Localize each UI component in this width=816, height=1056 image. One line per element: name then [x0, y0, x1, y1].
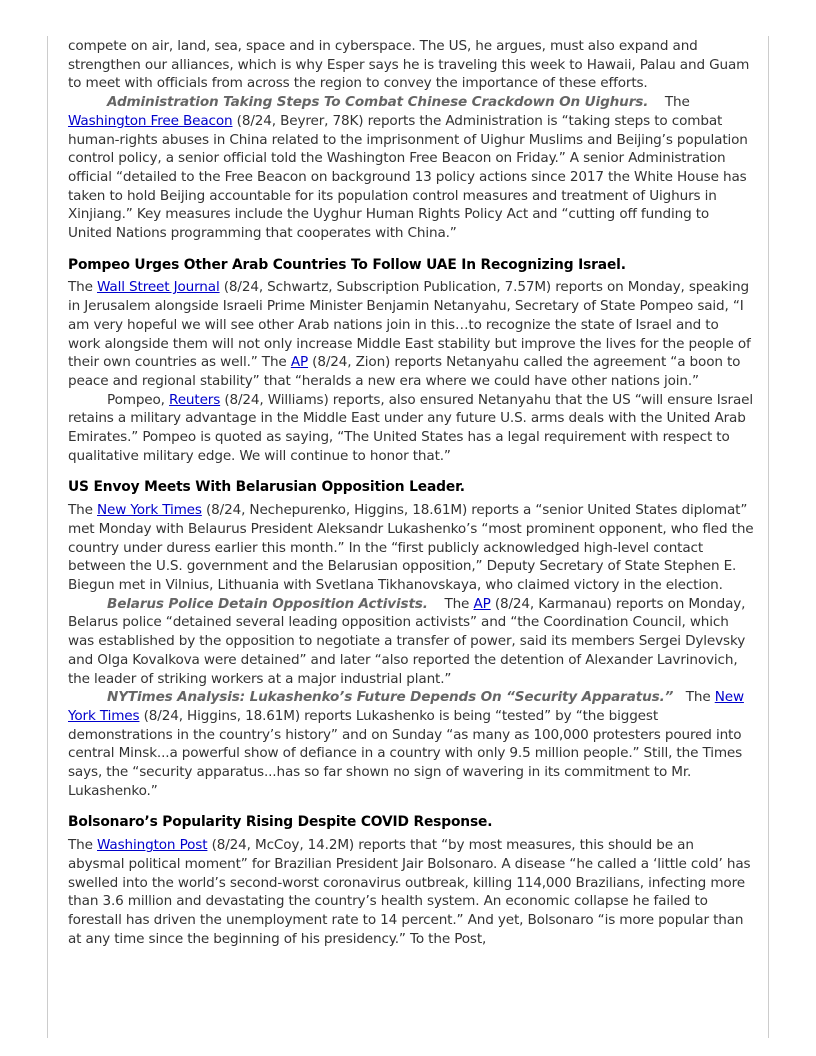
- right-margin-rule: [768, 36, 769, 1038]
- paragraph: Pompeo, Reuters (8/24, Williams) reports, also ensured Netanyahu that the US “will ensure Israel retains a military advantage in the Middle East under any future U.S. arms deals with the United Arab Emirates.” Pompeo is quoted as saying, “The United States has a legal requirement with respect to qualitative military edge. We will continue to honor that.”: [68, 391, 754, 464]
- subheading: Administration Taking Steps To Combat Chinese Crackdown On Uighurs.: [107, 94, 649, 111]
- source-link[interactable]: Washington Post: [97, 837, 208, 854]
- source-link[interactable]: AP: [473, 595, 491, 612]
- document-body: [68, 37, 754, 948]
- article-headline: Pompeo Urges Other Arab Countries To Follow UAE In Recognizing Israel.: [68, 256, 626, 273]
- source-link[interactable]: Washington Free Beacon: [68, 112, 233, 129]
- source-link[interactable]: Wall Street Journal: [97, 279, 220, 296]
- paragraph: The New York Times (8/24, Nechepurenko, Higgins, 18.61M) reports a “senior United States diplomat” met Monday with Belaurus President Aleksandr Lukashenko’s “most prominent opponent, who fled the country under duress earlier this month.” In the “first publicly acknowledged high-level contact between the U.S. government and the Belarusian opposition,” Deputy Secretary of State Stephen E. Biegun met in Vilnius, Lithuania with Svetlana Tikhanovskaya, who claimed victory in the election.: [68, 502, 754, 593]
- paragraph: The Wall Street Journal (8/24, Schwartz, Subscription Publication, 7.57M) reports on Monday, speaking in Jerusalem alongside Israeli Prime Minister Benjamin Netanyahu, Secretary of State Pompeo said, “I am very hopeful we will see other Arab nations join in this…to recognize the state of Israel and to work alongside them will not only increase Middle East stability but improve the lives for the people of their own countries as well.” The AP (8/24, Zion) reports Netanyahu called the agreement “a boon to peace and regional stability” that “heralds a new era where we could have other nations join.”: [68, 279, 751, 389]
- article-headline: US Envoy Meets With Belarusian Opposition Leader.: [68, 479, 465, 496]
- subheading: NYTimes Analysis: Lukashenko’s Future Depends On “Security Apparatus.”: [107, 689, 674, 706]
- subheading: Belarus Police Detain Opposition Activists.: [107, 595, 428, 612]
- paragraph: NYTimes Analysis: Lukashenko’s Future Depends On “Security Apparatus.” The New York Times (8/24, Higgins, 18.61M) reports Lukashenko is being “tested” by “the biggest demonstrations in the country’s history” and on Sunday “as many as 100,000 protesters poured into central Minsk...a powerful show of defiance in a country with only 9.5 million people.” Still, the Times says, the “security apparatus...has so far shown no sign of wavering in its commitment to Mr. Lukashenko.”: [68, 689, 744, 799]
- article-headline: Bolsonaro’s Popularity Rising Despite COVID Response.: [68, 814, 493, 831]
- source-link[interactable]: Reuters: [169, 391, 221, 408]
- paragraph: compete on air, land, sea, space and in cyberspace. The US, he argues, must also expand and strengthen our alliances, which is why Esper says he is traveling this week to Hawaii, Palau and Guam to meet with officials from across the region to convey the importance of these efforts.: [68, 38, 750, 92]
- paragraph: Belarus Police Detain Opposition Activists. The AP (8/24, Karmanau) reports on Monday, Belarus police “detained several leading opposition activists” and “the Coordination Council, which was established by the opposition to negotiate a transfer of power, said its members Sergei Dylevsky and Olga Kovalkova were detained” and later “also reported the detention of Alexander Lavrinovich, the leader of striking workers at a major industrial plant.”: [68, 595, 746, 687]
- source-link[interactable]: New York Times: [68, 689, 744, 724]
- source-link[interactable]: New York Times: [97, 502, 202, 519]
- left-margin-rule: [47, 36, 48, 1038]
- source-link[interactable]: AP: [290, 354, 309, 371]
- paragraph: Administration Taking Steps To Combat Chinese Crackdown On Uighurs. The Washington Free Beacon (8/24, Beyrer, 78K) reports the Administration is “taking steps to combat human-rights abuses in China related to the imprisonment of Uighur Muslims and Beijing’s population control policy, a senior official told the Washington Free Beacon on Friday.” A senior Administration official “detailed to the Free Beacon on background 13 policy actions since 2017 the White House has taken to hold Beijing accountable for its population control measures and treatment of Uighurs in Xinjiang.” Key measures include the Uyghur Human Rights Policy Act and “cutting off funding to United Nations programming that cooperates with China.”: [68, 94, 748, 242]
- paragraph: The Washington Post (8/24, McCoy, 14.2M) reports that “by most measures, this should be an abysmal political moment” for Brazilian President Jair Bolsonaro. A disease “he called a ‘little cold’ has swelled into the world’s second-worst coronavirus outbreak, killing 114,000 Brazilians, infecting more than 3.6 million and devastating the country’s health system. An economic collapse he failed to forestall has driven the unemployment rate to 14 percent.” And yet, Bolsonaro “is more popular than at any time since the beginning of his presidency.” To the Post,: [68, 837, 751, 947]
